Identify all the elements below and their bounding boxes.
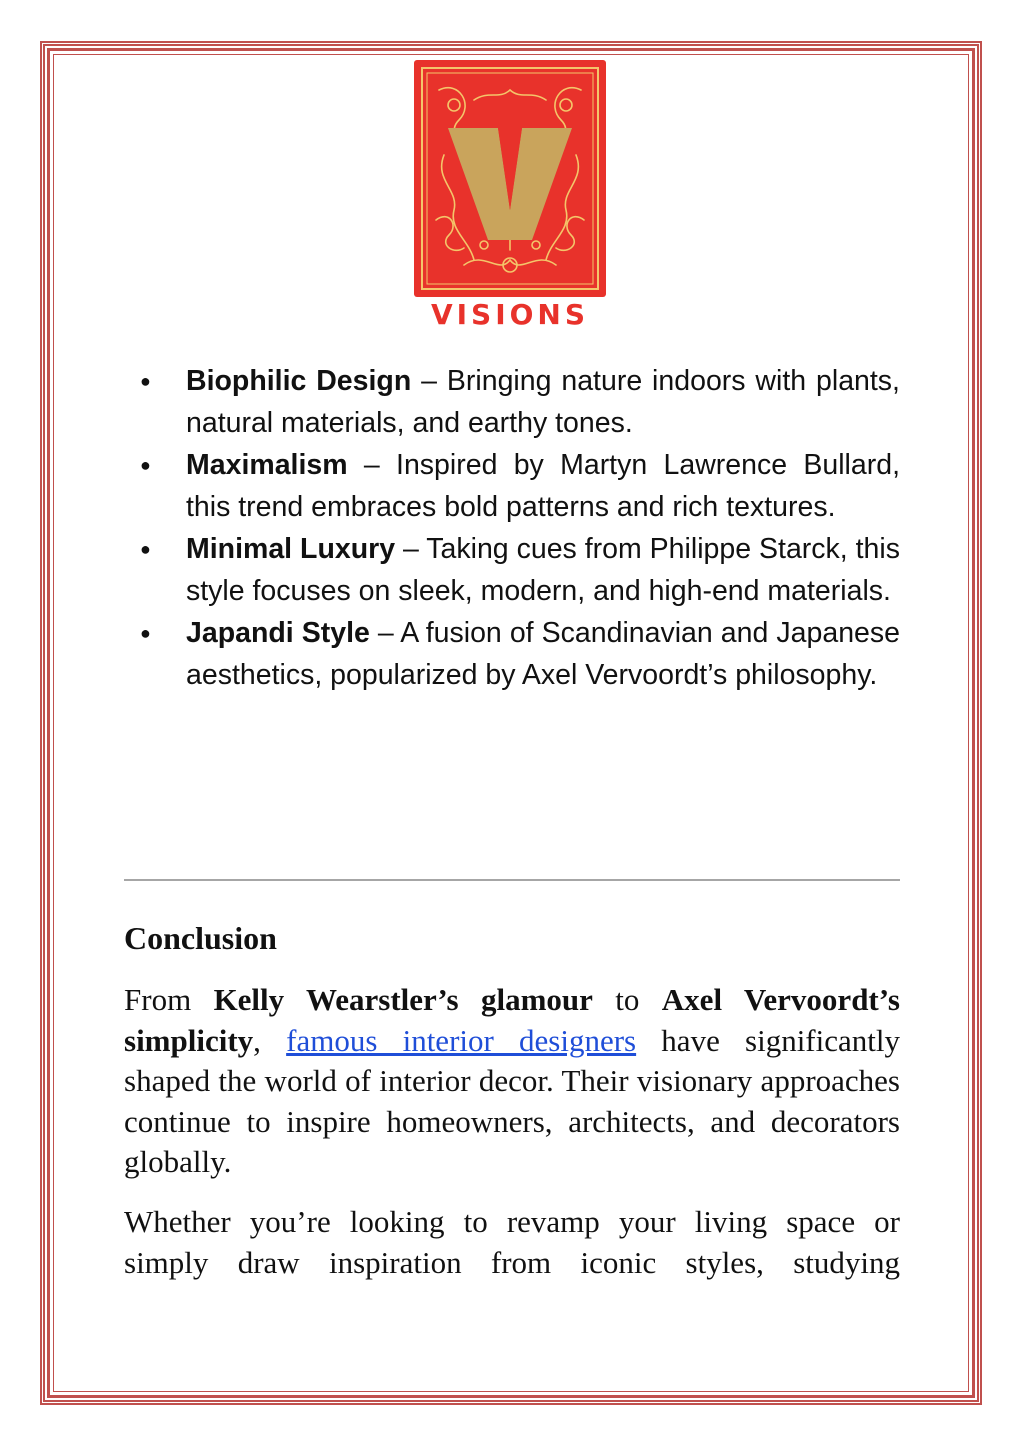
trend-name: Biophilic Design (186, 365, 412, 397)
logo-wordmark: VISIONS (430, 298, 590, 331)
text-run: have significantly shaped the world of interior decor. Their visionary approaches continue to inspire homeowners, architects, and decorators globally. (124, 1022, 900, 1179)
trend-name: Japandi Style (186, 617, 370, 649)
bullet-icon: ● (140, 623, 151, 643)
bullet-icon: ● (140, 455, 151, 475)
section-divider (124, 879, 900, 881)
famous-designers-link[interactable]: famous interior designers (286, 1022, 637, 1058)
text-run: From (124, 982, 214, 1017)
trend-description: – A fusion of Scandinavian and Japanese aesthetics, popularized by Axel Vervoordt’s philosophy. (186, 617, 901, 691)
bullet-icon: ● (140, 539, 151, 559)
design-trends-list (126, 360, 900, 696)
list-item (126, 360, 900, 444)
list-item (126, 444, 900, 528)
text-run: , (253, 1022, 287, 1058)
conclusion-paragraph (124, 980, 900, 1183)
trend-name: Maximalism (186, 449, 348, 481)
visions-logo (414, 60, 606, 338)
bold-text: Axel Vervoordt’s simplicity (124, 982, 900, 1058)
conclusion-heading: Conclusion (124, 920, 277, 956)
bold-text: Kelly Wearstler’s glamour (213, 982, 593, 1017)
trend-description: – Inspired by Martyn Lawrence Bullard, this trend embraces bold patterns and rich textures. (186, 449, 900, 523)
text-run: to (592, 982, 662, 1017)
trend-description: – Taking cues from Philippe Starck, this style focuses on sleek, modern, and high-end materials. (186, 533, 900, 607)
bullet-icon: ● (140, 371, 151, 391)
logo-card (414, 60, 606, 297)
list-item (126, 528, 900, 612)
trend-name: Minimal Luxury (186, 533, 396, 565)
ornament-v-icon (414, 60, 606, 297)
list-item (126, 612, 900, 696)
closing-paragraph: Whether you’re looking to revamp your living space or simply draw inspiration from iconic styles, studying (124, 1204, 900, 1280)
trend-description: – Bringing nature indoors with plants, natural materials, and earthy tones. (186, 365, 900, 439)
